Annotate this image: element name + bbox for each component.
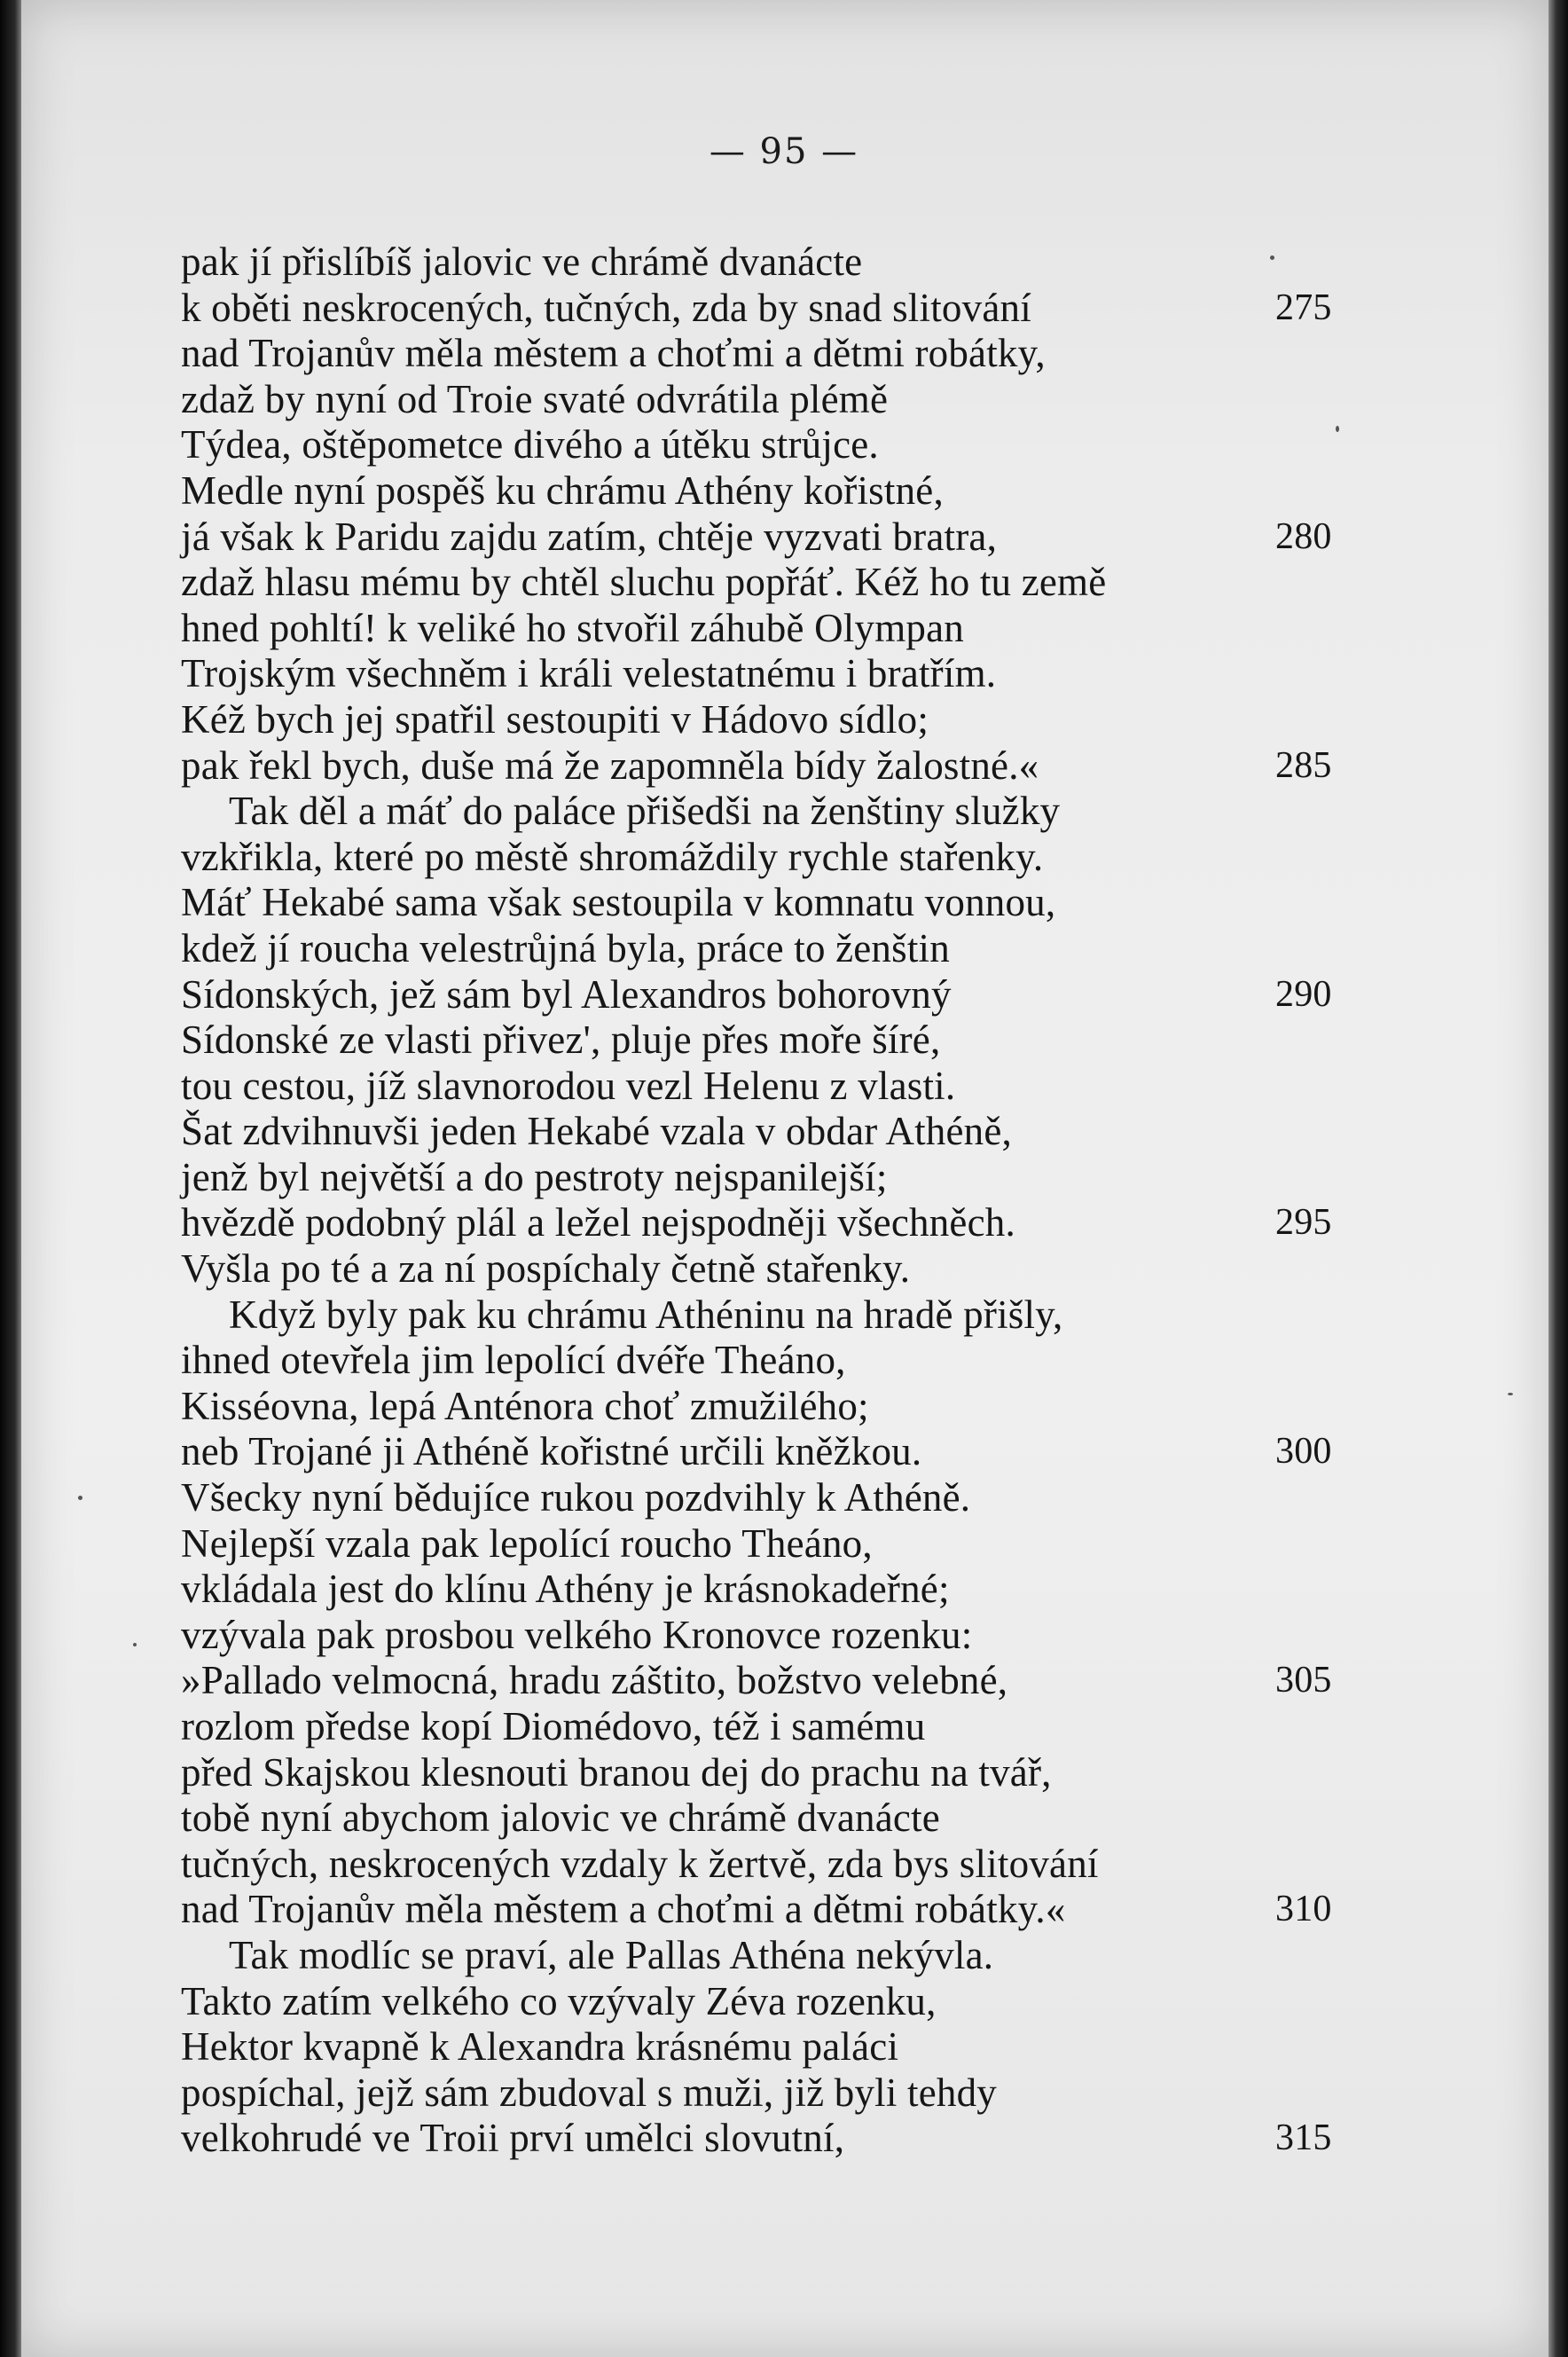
- verse-text: Týdea, oštěpometce divého a útěku strůjce.: [181, 422, 879, 467]
- verse-text: před Skajskou klesnouti branou dej do prachu na tvář,: [181, 1749, 1052, 1795]
- verse-line: [181, 697, 1360, 743]
- verse-line: [181, 331, 1360, 377]
- verse-text: pospíchal, jejž sám zbudoval s muži, již byli tehdy: [181, 2070, 997, 2115]
- verse-text: tučných, neskrocených vzdaly k žertvě, zda bys slitování: [181, 1841, 1099, 1886]
- verse-line: [181, 1017, 1360, 1064]
- verse-line: [181, 1613, 1360, 1659]
- verse-text: nad Trojanův měla městem a choťmi a dětmi robátky,: [181, 331, 1046, 376]
- verse-text: Sídonské ze vlasti přivez', pluje přes moře šíré,: [181, 1017, 941, 1063]
- verse-line: [181, 835, 1360, 881]
- verse-number: 280: [1275, 515, 1332, 557]
- verse-text: zdaž by nyní od Troie svaté odvrátila plémě: [181, 376, 889, 421]
- scan-speck: [1508, 1393, 1513, 1395]
- verse-line: [181, 1887, 1360, 1933]
- verse-line: [181, 1979, 1360, 2025]
- verse-line: [181, 515, 1360, 561]
- verse-text: pak řekl bych, duše má že zapomněla bídy žalostné.«: [181, 742, 1039, 788]
- verse-text: ihned otevřela jim lepolící dvéře Theáno,: [181, 1338, 846, 1383]
- verse-text: »Pallado velmocná, hradu záštito, božstvo velebné,: [181, 1658, 1008, 1703]
- verse-line: [181, 606, 1360, 652]
- verse-line: [181, 1064, 1360, 1110]
- verse-line: [181, 789, 1360, 835]
- verse-number: 305: [1275, 1660, 1332, 1701]
- verse-line: [181, 1155, 1360, 1201]
- verse-text: vzývala pak prosbou velkého Kronovce rozenku:: [181, 1612, 973, 1657]
- verse-line: [181, 1338, 1360, 1384]
- verse-line: [181, 240, 1360, 286]
- verse-text: zdaž hlasu mému by chtěl sluchu popřáť. Kéž ho tu země: [181, 560, 1107, 605]
- verse-line: [181, 377, 1360, 423]
- verse-text: kdež jí roucha velestrůjná byla, práce to ženštin: [181, 925, 950, 970]
- verse-number: 300: [1275, 1431, 1332, 1473]
- verse-text: Takto zatím velkého co vzývaly Zéva rozenku,: [181, 1978, 937, 2023]
- verse-line: [181, 1384, 1360, 1430]
- verse-line: [181, 560, 1360, 606]
- verse-text: Máť Hekabé sama však sestoupila v komnatu vonnou,: [181, 880, 1056, 925]
- verse-line: [181, 1292, 1360, 1339]
- verse-line: [181, 468, 1360, 515]
- verse-text: Hektor kvapně k Alexandra krásnému paláci: [181, 2024, 899, 2070]
- verse-line: [181, 1521, 1360, 1567]
- verse-line: [181, 926, 1360, 972]
- verse-number: 310: [1275, 1889, 1332, 1930]
- verse-text: Trojským všechněm i králi velestatnému i bratřím.: [181, 651, 997, 696]
- verse-line: [181, 880, 1360, 926]
- poem-text-block: [181, 240, 1360, 2162]
- verse-text: Kéž bych jej spatřil sestoupiti v Hádovo sídlo;: [181, 696, 929, 742]
- verse-text: nad Trojanův měla městem a choťmi a dětmi robátky.«: [181, 1887, 1066, 1932]
- verse-text: Tak modlíc se praví, ale Pallas Athéna nekývla.: [229, 1932, 994, 1977]
- scan-speck: [78, 1496, 82, 1500]
- verse-text: k oběti neskrocených, tučných, zda by snad slitování: [181, 285, 1031, 330]
- verse-line: [181, 972, 1360, 1018]
- verse-text: hvězdě podobný plál a ležel nejspodněji všechněch.: [181, 1200, 1015, 1245]
- verse-text: já však k Paridu zajdu zatím, chtěje vyzvati bratra,: [181, 514, 998, 559]
- verse-text: Šat zdvihnuvši jeden Hekabé vzala v obdar Athéně,: [181, 1109, 1013, 1154]
- verse-text: hned pohltí! k veliké ho stvořil záhubě Olympan: [181, 605, 964, 650]
- verse-line: [181, 1567, 1360, 1613]
- verse-line: [181, 2070, 1360, 2117]
- verse-line: [181, 1429, 1360, 1475]
- verse-number: 315: [1275, 2117, 1332, 2159]
- verse-text: tobě nyní abychom jalovic ve chrámě dvanácte: [181, 1795, 940, 1841]
- verse-line: [181, 1750, 1360, 1796]
- verse-text: Sídonských, jež sám byl Alexandros bohorovný: [181, 971, 952, 1017]
- page-number: — 95 —: [709, 131, 859, 172]
- verse-number: 295: [1275, 1202, 1332, 1244]
- verse-text: vkládala jest do klínu Athény je krásnokadeřné;: [181, 1567, 950, 1612]
- verse-text: rozlom předse kopí Diomédovo, též i samému: [181, 1704, 926, 1748]
- verse-text: neb Trojané ji Athéně kořistné určili kněžkou.: [181, 1429, 922, 1474]
- verse-line: [181, 1658, 1360, 1704]
- verse-number: 275: [1275, 287, 1332, 328]
- verse-line: [181, 1704, 1360, 1750]
- verse-text: Tak děl a máť do paláce přišedši na ženštiny služky: [229, 789, 1061, 834]
- verse-text: tou cestou, jíž slavnorodou vezl Helenu z vlasti.: [181, 1063, 956, 1108]
- verse-text: Kisséovna, lepá Anténora choť zmužilého;: [181, 1383, 869, 1428]
- verse-number: 285: [1275, 744, 1332, 786]
- verse-line: [181, 286, 1360, 332]
- verse-line: [181, 2116, 1360, 2162]
- verse-line: [181, 2024, 1360, 2070]
- verse-text: Vyšla po té a za ní pospíchaly četně stařenky.: [181, 1246, 911, 1292]
- verse-line: [181, 1109, 1360, 1155]
- verse-line: [181, 1475, 1360, 1521]
- verse-text: vzkřikla, které po městě shromáždily rychle stařenky.: [181, 834, 1044, 879]
- scan-left-edge: [0, 0, 21, 2357]
- scan-speck: [133, 1643, 137, 1646]
- verse-line: [181, 1795, 1360, 1842]
- verse-line: [181, 422, 1360, 468]
- verse-text: pak jí přislíbíš jalovic ve chrámě dvanácte: [181, 240, 863, 284]
- verse-text: Všecky nyní bědujíce rukou pozdvihly k Athéně.: [181, 1475, 971, 1520]
- verse-line: [181, 1842, 1360, 1888]
- scan-right-edge: [1548, 0, 1568, 2357]
- verse-line: [181, 1246, 1360, 1292]
- verse-text: Nejlepší vzala pak lepolící roucho Theáno,: [181, 1520, 873, 1566]
- verse-line: [181, 1933, 1360, 1979]
- verse-text: velkohrudé ve Troii prví umělci slovutní,: [181, 2116, 845, 2161]
- verse-line: [181, 1200, 1360, 1246]
- verse-number: 290: [1275, 973, 1332, 1015]
- verse-line: [181, 651, 1360, 697]
- verse-text: jenž byl největší a do pestroty nejspanilejší;: [181, 1154, 888, 1199]
- verse-text: Když byly pak ku chrámu Athéninu na hradě přišly,: [229, 1292, 1063, 1337]
- verse-text: Medle nyní pospěš ku chrámu Athény kořistné,: [181, 467, 944, 513]
- verse-line: [181, 743, 1360, 790]
